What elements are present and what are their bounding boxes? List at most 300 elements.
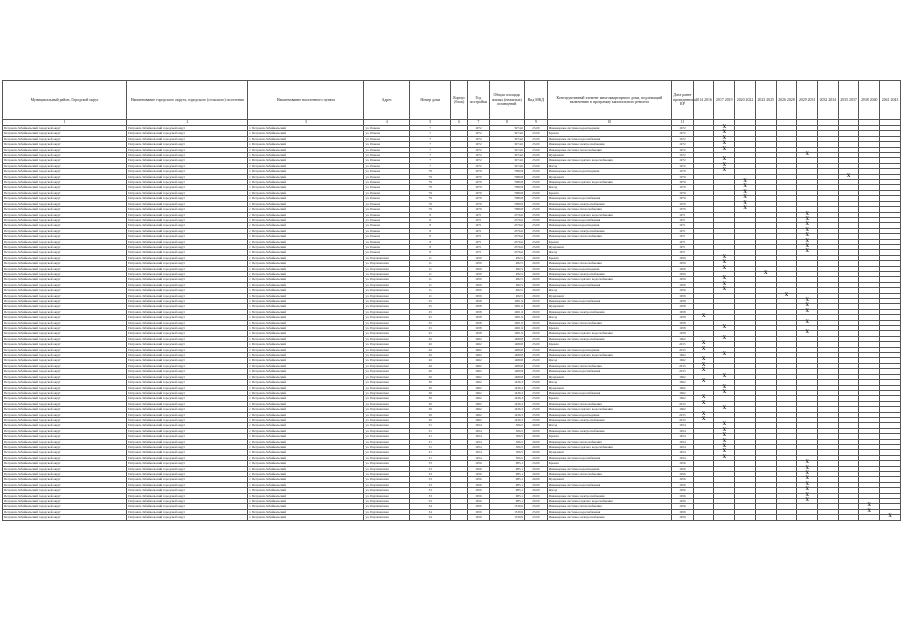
table-cell: 3274,6 [489, 126, 524, 131]
table-cell: г. Петровск-Забайкальский [248, 407, 364, 412]
column-header: 2035 2037 [838, 81, 859, 120]
table-cell: Инженерные системы горячего водоснабжения [547, 212, 671, 217]
table-cell: Фундамент [547, 244, 671, 249]
column-header: 2014 2016 [693, 81, 714, 120]
table-cell: 1962 [468, 347, 490, 352]
table-cell: г. Петровск-Забайкальский [248, 472, 364, 477]
table-cell: 23.00 [524, 385, 547, 390]
table-cell: 1956 [468, 477, 490, 482]
table-cell: 23.00 [524, 369, 547, 374]
table-cell: 23.00 [524, 358, 547, 363]
table-cell: 985,1 [489, 477, 524, 482]
table-cell: г. Петровск-Забайкальский [248, 190, 364, 195]
table-cell: Петровск-Забайкальский городской округ [127, 315, 248, 320]
table-cell: Петровск-Забайкальский городской округ [3, 331, 127, 336]
table-cell: 1436,3 [489, 412, 524, 417]
table-cell: ул. Панова [364, 142, 410, 147]
table-cell: 1979 [672, 174, 694, 179]
table-cell: 20.00 [524, 326, 547, 331]
table-cell: ул. Панова [364, 169, 410, 174]
table-cell: Петровск-Забайкальский городской округ [127, 428, 248, 433]
table-cell: Петровск-Забайкальский городской округ [127, 217, 248, 222]
table-cell: Фундамент [547, 450, 671, 455]
table-cell: Петровск-Забайкальский городской округ [3, 271, 127, 276]
table-cell: Петровск-Забайкальский городской округ [127, 390, 248, 395]
table-cell: г. Петровск-Забайкальский [248, 320, 364, 325]
table-cell: Петровск-Забайкальский городской округ [127, 169, 248, 174]
table-cell: 23.00 [524, 228, 547, 233]
table-cell: Инженерные системы горячего водоснабжения [547, 277, 671, 282]
table-cell: 1971 [672, 234, 694, 239]
table-cell: Инженерные системы теплоснабжения [547, 320, 671, 325]
table-cell: г. Петровск-Забайкальский [248, 126, 364, 131]
period-mark-cell: X [859, 509, 880, 514]
table-cell: 1959 [468, 266, 490, 271]
table-cell: 1001,9 [489, 326, 524, 331]
table-cell: Инженерные системы водоотведения [547, 466, 671, 471]
table-cell: 985,1 [489, 466, 524, 471]
table-cell: 11 [410, 277, 451, 282]
table-cell: 8 [410, 223, 451, 228]
table-cell: 1962 [468, 369, 490, 374]
table-cell: Петровск-Забайкальский городской округ [3, 169, 127, 174]
table-cell: 1959 [672, 277, 694, 282]
register-sheet [2, 80, 901, 521]
table-cell: Петровск-Забайкальский городской округ [127, 509, 248, 514]
table-cell: 11 [410, 282, 451, 287]
table-cell: Петровск-Забайкальский городской округ [127, 277, 248, 282]
period-mark-cell: X [714, 255, 735, 260]
table-cell: Петровск-Забайкальский городской округ [3, 201, 127, 206]
table-cell: ул. Панова [364, 207, 410, 212]
table-cell: 2376,6 [489, 250, 524, 255]
table-cell: г. Петровск-Забайкальский [248, 244, 364, 249]
table-cell: Инженерные системы горячего водоснабжения [547, 353, 671, 358]
table-cell: Петровск-Забайкальский городской округ [127, 212, 248, 217]
table-cell: 1972 [468, 142, 490, 147]
table-cell: 23.00 [524, 174, 547, 179]
table-cell: ул. Партизанская [364, 261, 410, 266]
table-cell: Инженерные системы теплоснабжения [547, 207, 671, 212]
table-cell: Фасад [547, 185, 671, 190]
table-cell: ул. Партизанская [364, 417, 410, 422]
table-cell: 306,5 [489, 428, 524, 433]
table-cell: 1979 [672, 185, 694, 190]
table-cell: г. Петровск-Забайкальский [248, 353, 364, 358]
table-cell: г. Петровск-Забайкальский [248, 299, 364, 304]
period-mark-cell [859, 515, 880, 520]
table-cell: 8 [410, 239, 451, 244]
table-cell: Фундамент [547, 374, 671, 379]
table-cell: 1962 [468, 336, 490, 341]
table-cell: 1956 [672, 477, 694, 482]
table-cell: г. Петровск-Забайкальский [248, 417, 364, 422]
table-cell: 1962 [468, 407, 490, 412]
period-mark-cell: X [714, 158, 735, 163]
table-cell: ул. Партизанская [364, 385, 410, 390]
table-cell: 1962 [468, 396, 490, 401]
table-cell: 1001,9 [489, 304, 524, 309]
table-cell: ул. Партизанская [364, 288, 410, 293]
table-cell: 1959 [672, 266, 694, 271]
column-header: Муниципальный район, Городской округ [3, 81, 127, 120]
table-cell: Петровск-Забайкальский городской округ [3, 461, 127, 466]
table-cell: 1962 [672, 336, 694, 341]
table-body [3, 126, 901, 521]
table-cell: Петровск-Забайкальский городской округ [127, 488, 248, 493]
table-cell: 1958 [468, 331, 490, 336]
table-cell: Петровск-Забайкальский городской округ [3, 482, 127, 487]
table-cell: 1436,3 [489, 407, 524, 412]
table-cell: ул. Панова [364, 147, 410, 152]
table-cell: 7 [410, 153, 451, 158]
period-mark-cell: X [714, 163, 735, 168]
table-cell: Петровск-Забайкальский городской округ [3, 412, 127, 417]
table-cell: Петровск-Забайкальский городской округ [3, 147, 127, 152]
table-cell: г. Петровск-Забайкальский [248, 158, 364, 163]
table-cell: г. Петровск-Забайкальский [248, 369, 364, 374]
table-cell: 31 [410, 444, 451, 449]
table-cell: 20.00 [524, 271, 547, 276]
table-cell: Петровск-Забайкальский городской округ [3, 472, 127, 477]
table-cell: г. Петровск-Забайкальский [248, 153, 364, 158]
column-header: Наименование городского округа, городского (сельского) поселения [127, 81, 248, 120]
column-number: 6 [451, 120, 468, 126]
table-cell: 1972 [672, 126, 694, 131]
table-cell: г. Петровск-Забайкальский [248, 434, 364, 439]
table-cell: 33 [410, 472, 451, 477]
column-header: 2041 2043 [880, 81, 901, 120]
table-cell: Петровск-Забайкальский городской округ [127, 342, 248, 347]
table-cell: 23.00 [524, 158, 547, 163]
table-cell: ул. Партизанская [364, 509, 410, 514]
table-cell: ул. Партизанская [364, 439, 410, 444]
table-cell: 26 [410, 347, 451, 352]
table-cell: Петровск-Забайкальский городской округ [127, 201, 248, 206]
table-cell: 23.00 [524, 396, 547, 401]
table-cell: Петровск-Забайкальский городской округ [3, 499, 127, 504]
table-cell: ул. Партизанская [364, 515, 410, 520]
table-cell: 7080,8 [489, 185, 524, 190]
table-cell: 31 [410, 423, 451, 428]
table-cell: 1954 [672, 455, 694, 460]
table-cell: г. Петровск-Забайкальский [248, 363, 364, 368]
table-cell: Петровск-Забайкальский городской округ [3, 326, 127, 331]
table-cell: Петровск-Забайкальский городской округ [127, 444, 248, 449]
table-cell: г. Петровск-Забайкальский [248, 499, 364, 504]
table-cell: Кровля [547, 255, 671, 260]
table-cell: 11 [410, 261, 451, 266]
period-mark-cell: X [797, 331, 818, 336]
table-cell: Инженерные системы горячего водоснабжения [547, 499, 671, 504]
period-mark-cell: X [693, 401, 714, 406]
table-cell: Петровск-Забайкальский городской округ [3, 509, 127, 514]
table-cell: 20.00 [524, 293, 547, 298]
period-mark-cell: X [714, 169, 735, 174]
table-cell: Инженерные системы теплоснабжения [547, 472, 671, 477]
table-cell: 30 [410, 396, 451, 401]
table-cell: 23.00 [524, 217, 547, 222]
table-cell: 1971 [672, 217, 694, 222]
table-cell: 3274,6 [489, 136, 524, 141]
table-cell: Петровск-Забайкальский городской округ [127, 380, 248, 385]
table-cell: Кровля [547, 326, 671, 331]
table-cell: 1436,3 [489, 401, 524, 406]
table-cell: г. Петровск-Забайкальский [248, 174, 364, 179]
table-cell: 1972 [672, 136, 694, 141]
table-cell: 985,1 [489, 499, 524, 504]
table-cell: 1972 [468, 163, 490, 168]
period-mark-cell: X [714, 353, 735, 358]
table-cell: г. Петровск-Забайкальский [248, 217, 364, 222]
period-mark-cell [797, 515, 818, 520]
table-cell: Петровск-Забайкальский городской округ [127, 304, 248, 309]
table-cell: 1954 [468, 444, 490, 449]
table-cell: Кровля [547, 190, 671, 195]
table-cell: 1971 [468, 234, 490, 239]
table-cell: ул. Панова [364, 131, 410, 136]
period-mark-cell: X [714, 261, 735, 266]
table-cell: 1962 [672, 396, 694, 401]
table-cell: 34 [410, 509, 451, 514]
table-cell: Петровск-Забайкальский городской округ [3, 417, 127, 422]
table-cell: 306,5 [489, 455, 524, 460]
table-cell: 2376,6 [489, 239, 524, 244]
table-cell: ул. Панова [364, 223, 410, 228]
table-cell: Инженерные системы электроснабжения [547, 228, 671, 233]
table-cell: Фундамент [547, 385, 671, 390]
table-cell: г. Петровск-Забайкальский [248, 261, 364, 266]
table-cell: 23.00 [524, 147, 547, 152]
table-cell: г. Петровск-Забайкальский [248, 428, 364, 433]
table-cell: г. Петровск-Забайкальский [248, 271, 364, 276]
table-cell: 1956 [468, 472, 490, 477]
table-cell: Петровск-Забайкальский городской округ [3, 353, 127, 358]
period-mark-cell: X [797, 499, 818, 504]
column-number: 8 [489, 120, 524, 126]
table-cell: Инженерные системы водоснабжения [547, 217, 671, 222]
table-cell: 20.00 [524, 320, 547, 325]
table-cell: Петровск-Забайкальский городской округ [3, 455, 127, 460]
table-cell: Инженерные системы теплоснабжения [547, 147, 671, 152]
table-cell: 3274,6 [489, 153, 524, 158]
table-cell: 26 [410, 342, 451, 347]
table-cell: г. Петровск-Забайкальский [248, 309, 364, 314]
period-mark-cell: X [693, 363, 714, 368]
table-cell: 1954 [468, 439, 490, 444]
table-cell: Петровск-Забайкальский городской округ [127, 439, 248, 444]
table-cell: Петровск-Забайкальский городской округ [127, 250, 248, 255]
table-cell: Инженерные системы водоотведения [547, 223, 671, 228]
period-mark-cell: X [714, 423, 735, 428]
period-mark-cell: X [797, 244, 818, 249]
table-cell: 8 [410, 212, 451, 217]
table-cell: 20.00 [524, 282, 547, 287]
table-cell: ул. Панова [364, 196, 410, 201]
table-cell: 23.00 [524, 407, 547, 412]
table-cell: 26 [410, 363, 451, 368]
table-cell: Петровск-Забайкальский городской округ [127, 401, 248, 406]
period-mark-cell: X [797, 234, 818, 239]
table-cell: 1972 [672, 131, 694, 136]
table-cell: ул. Партизанская [364, 423, 410, 428]
table-cell: 34 [410, 504, 451, 509]
table-cell: г. Петровск-Забайкальский [248, 401, 364, 406]
table-cell: 30 [410, 401, 451, 406]
table-cell: ул. Партизанская [364, 401, 410, 406]
table-cell: Кровля [547, 396, 671, 401]
table-cell: г. Петровск-Забайкальский [248, 228, 364, 233]
table-cell: 1958 [672, 326, 694, 331]
table-cell: 482,5 [489, 277, 524, 282]
table-cell: 306,5 [489, 434, 524, 439]
table-cell: Петровск-Забайкальский городской округ [3, 369, 127, 374]
table-cell: Петровск-Забайкальский городской округ [127, 266, 248, 271]
period-mark-cell: X [714, 131, 735, 136]
period-mark-cell: X [797, 461, 818, 466]
table-cell: ул. Партизанская [364, 309, 410, 314]
table-cell: ул. Панова [364, 201, 410, 206]
table-cell: 23.00 [524, 196, 547, 201]
table-cell: 7080,8 [489, 207, 524, 212]
table-cell: 482,5 [489, 293, 524, 298]
table-cell: 1959 [672, 515, 694, 520]
table-cell: ул. Партизанская [364, 293, 410, 298]
table-cell: 2015 [672, 401, 694, 406]
table-cell: ул. Партизанская [364, 363, 410, 368]
table-cell: Петровск-Забайкальский городской округ [127, 234, 248, 239]
table-cell: 1958 [468, 299, 490, 304]
table-cell: 1480,8 [489, 342, 524, 347]
table-cell: Инженерные системы горячего водоснабжения [547, 180, 671, 185]
table-cell: Инженерные системы водоснабжения [547, 196, 671, 201]
table-cell: Петровск-Забайкальский городской округ [127, 450, 248, 455]
table-cell: 1480,8 [489, 374, 524, 379]
table-cell: 1979 [468, 201, 490, 206]
table-cell: 2015 [672, 412, 694, 417]
table-cell: 2376,6 [489, 223, 524, 228]
table-cell: Инженерные системы водоотведения [547, 412, 671, 417]
table-cell: Петровск-Забайкальский городской округ [3, 477, 127, 482]
table-cell: 7 [410, 131, 451, 136]
table-cell: г. Петровск-Забайкальский [248, 293, 364, 298]
table-cell: 7 [410, 163, 451, 168]
table-cell: 11 [410, 271, 451, 276]
column-header: Наименование населенного пункта [248, 81, 364, 120]
table-cell: 985,1 [489, 472, 524, 477]
table-cell: 1962 [468, 374, 490, 379]
table-cell: Петровск-Забайкальский городской округ [3, 136, 127, 141]
table-cell: 26 [410, 336, 451, 341]
table-cell: 306,5 [489, 450, 524, 455]
table-cell: ул. Партизанская [364, 472, 410, 477]
table-cell: Инженерные системы теплоснабжения [547, 234, 671, 239]
table-cell: Инженерные системы горячего водоснабжения [547, 407, 671, 412]
table-cell: ул. Партизанская [364, 304, 410, 309]
table-cell: 23.00 [524, 239, 547, 244]
table-cell: 1962 [672, 390, 694, 395]
table-cell: Петровск-Забайкальский городской округ [127, 369, 248, 374]
table-cell: Инженерные системы теплоснабжения [547, 261, 671, 266]
table-cell: 1971 [672, 250, 694, 255]
period-mark-cell: X [714, 126, 735, 131]
table-cell: 1480,8 [489, 358, 524, 363]
table-cell: 1971 [468, 228, 490, 233]
period-mark-cell: X [714, 288, 735, 293]
table-cell: г. Петровск-Забайкальский [248, 282, 364, 287]
table-cell: 482,5 [489, 261, 524, 266]
table-cell: Инженерные системы водоснабжения [547, 136, 671, 141]
table-cell: г. Петровск-Забайкальский [248, 504, 364, 509]
period-mark-cell: X [797, 477, 818, 482]
table-cell: г. Петровск-Забайкальский [248, 250, 364, 255]
table-cell: 1959 [672, 261, 694, 266]
table-cell: г. Петровск-Забайкальский [248, 331, 364, 336]
table-cell: Кровля [547, 239, 671, 244]
table-cell: Петровск-Забайкальский городской округ [3, 185, 127, 190]
table-cell: 7 [410, 158, 451, 163]
table-cell: Петровск-Забайкальский городской округ [3, 347, 127, 352]
table-cell: 20.00 [524, 277, 547, 282]
table-cell: ул. Панова [364, 234, 410, 239]
table-cell: г. Петровск-Забайкальский [248, 315, 364, 320]
table-cell: Петровск-Забайкальский городской округ [3, 282, 127, 287]
table-cell: Петровск-Забайкальский городской округ [3, 342, 127, 347]
table-cell: Инженерные системы электроснабжения [547, 493, 671, 498]
column-header: Адрес [364, 81, 410, 120]
table-cell: г. Петровск-Забайкальский [248, 461, 364, 466]
table-cell: 26 [410, 374, 451, 379]
table-cell: Петровск-Забайкальский городской округ [3, 250, 127, 255]
table-cell: 33 [410, 461, 451, 466]
column-number: 3 [248, 120, 364, 126]
table-cell: 20.00 [524, 288, 547, 293]
table-cell: Петровск-Забайкальский городской округ [3, 223, 127, 228]
table-cell: ул. Партизанская [364, 315, 410, 320]
table-cell: 30 [410, 390, 451, 395]
table-cell: ул. Панова [364, 217, 410, 222]
table-cell: 1962 [468, 417, 490, 422]
table-cell: ул. Партизанская [364, 450, 410, 455]
table-cell: 30 [410, 385, 451, 390]
table-cell: 1959 [672, 504, 694, 509]
column-header: 2029 2031 [797, 81, 818, 120]
table-cell: г. Петровск-Забайкальский [248, 212, 364, 217]
table-cell: 985,1 [489, 482, 524, 487]
table-cell: г. Петровск-Забайкальский [248, 374, 364, 379]
table-cell: 23.00 [524, 136, 547, 141]
period-mark-cell: X [714, 142, 735, 147]
table-cell: Инженерные системы теплоснабжения [547, 439, 671, 444]
table-cell: Фасад [547, 315, 671, 320]
table-cell: 1979 [468, 190, 490, 195]
table-cell: ул. Партизанская [364, 428, 410, 433]
table-cell: ул. Панова [364, 126, 410, 131]
table-cell: Петровск-Забайкальский городской округ [3, 320, 127, 325]
table-cell: 33 [410, 477, 451, 482]
table-cell: Фасад [547, 163, 671, 168]
table-cell: Петровск-Забайкальский городской округ [127, 336, 248, 341]
table-cell: 1971 [468, 244, 490, 249]
period-mark-cell [735, 515, 756, 520]
table-cell: 23.00 [524, 153, 547, 158]
table-cell: ул. Панова [364, 174, 410, 179]
table-cell: Петровск-Забайкальский городской округ [127, 223, 248, 228]
period-mark-cell: X [797, 304, 818, 309]
table-cell: 8 [410, 217, 451, 222]
table-cell: Петровск-Забайкальский городской округ [3, 439, 127, 444]
table-cell: 1971 [672, 223, 694, 228]
